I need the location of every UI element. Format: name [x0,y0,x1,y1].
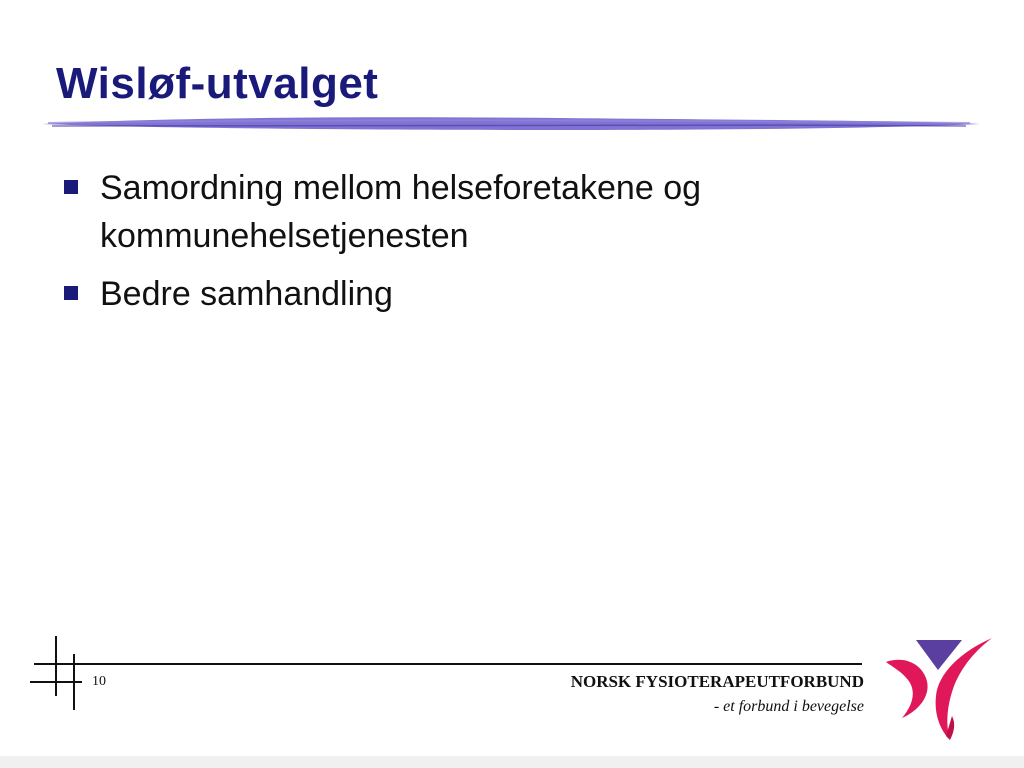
square-bullet-icon [64,180,78,194]
list-item [64,164,964,260]
organization-tagline: - et forbund i bevegelse [713,698,864,715]
bottom-strip [0,756,1024,768]
page-number: 10 [92,674,106,689]
bullet-text: Samordning mellom helseforetakene og kommunehelsetjenesten [100,169,702,255]
nff-logo-icon [880,632,998,744]
footer-divider [34,663,862,665]
slide-title: Wisløf-utvalget [56,59,379,108]
square-bullet-icon [64,286,78,300]
organization-name: NORSK FYSIOTERAPEUTFORBUND [570,672,864,691]
list-item [64,270,964,318]
crosshair-mark-icon [30,636,90,710]
bullet-text: Bedre samhandling [100,275,393,313]
bullet-list [64,164,964,328]
title-underline-brushstroke [40,112,984,134]
